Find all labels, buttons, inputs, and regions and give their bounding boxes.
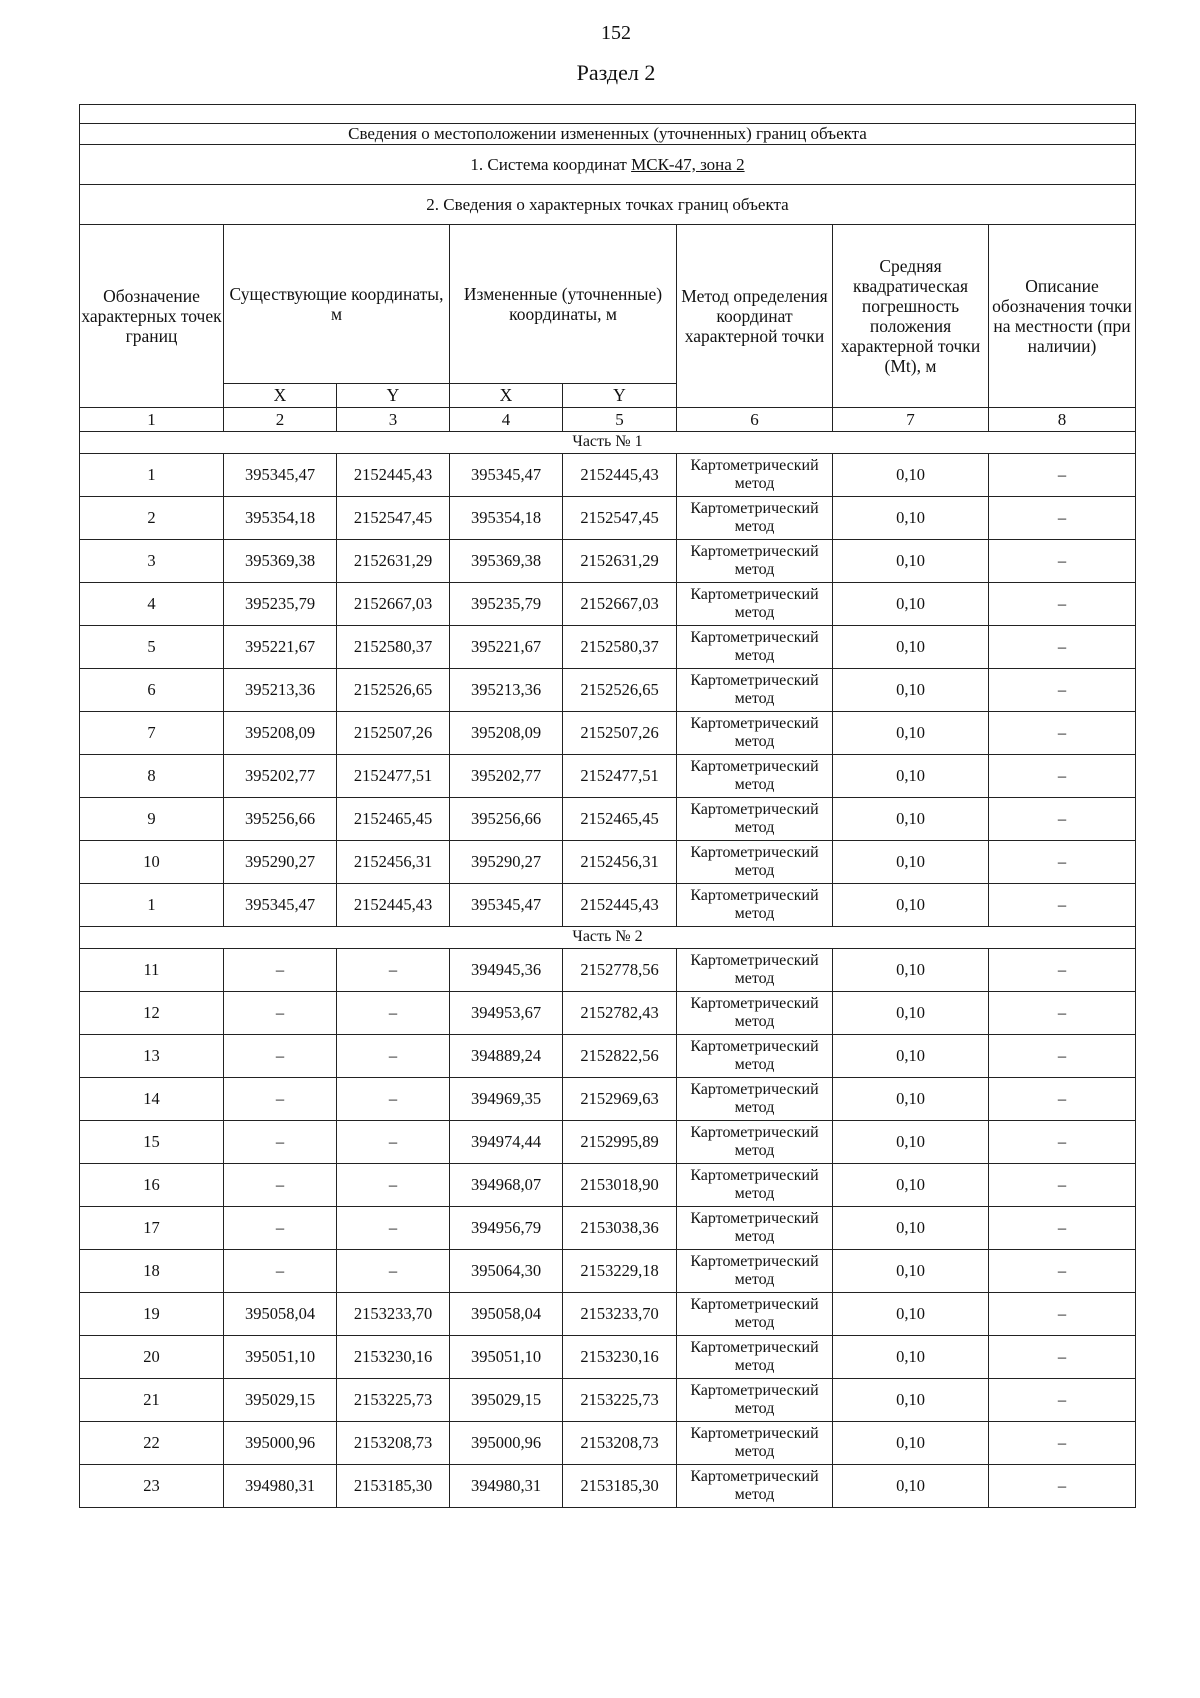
existing-y-cell: 2152445,43 [337, 454, 450, 497]
existing-y-cell: – [337, 1207, 450, 1250]
error-mt-cell: 0,10 [833, 949, 989, 992]
method-cell: Картометрический метод [677, 798, 833, 841]
column-number: 8 [989, 408, 1136, 432]
table-row [80, 454, 1136, 497]
existing-y-cell: 2153230,16 [337, 1336, 450, 1379]
existing-x-cell: 395221,67 [224, 626, 337, 669]
existing-y-cell: 2152445,43 [337, 884, 450, 927]
existing-x-cell: 395354,18 [224, 497, 337, 540]
point-id-cell: 22 [80, 1422, 224, 1465]
point-id-cell: 7 [80, 712, 224, 755]
table-row [80, 949, 1136, 992]
method-cell: Картометрический метод [677, 1078, 833, 1121]
point-id-cell: 6 [80, 669, 224, 712]
error-mt-cell: 0,10 [833, 798, 989, 841]
method-cell: Картометрический метод [677, 1035, 833, 1078]
changed-x-cell: 394969,35 [450, 1078, 563, 1121]
changed-y-cell: 2152995,89 [563, 1121, 677, 1164]
table-row [80, 992, 1136, 1035]
error-mt-cell: 0,10 [833, 1078, 989, 1121]
description-cell: – [989, 1379, 1136, 1422]
changed-y-cell: 2152822,56 [563, 1035, 677, 1078]
existing-x-cell: 395000,96 [224, 1422, 337, 1465]
description-cell: – [989, 1078, 1136, 1121]
point-id-cell: 1 [80, 884, 224, 927]
error-mt-cell: 0,10 [833, 1293, 989, 1336]
section-title: Раздел 2 [576, 60, 656, 85]
changed-x-cell: 395369,38 [450, 540, 563, 583]
part-label: Часть № 2 [80, 927, 1136, 949]
existing-x-cell: 395213,36 [224, 669, 337, 712]
error-mt-cell: 0,10 [833, 755, 989, 798]
changed-x-cell: 394956,79 [450, 1207, 563, 1250]
changed-x-cell: 394945,36 [450, 949, 563, 992]
column-number: 4 [450, 408, 563, 432]
coord-system [80, 145, 1136, 185]
table-row [80, 1379, 1136, 1422]
point-id-cell: 3 [80, 540, 224, 583]
error-mt-cell: 0,10 [833, 1250, 989, 1293]
existing-y-cell: 2152580,37 [337, 626, 450, 669]
column-numbers-row [80, 408, 1136, 432]
table-row [80, 1164, 1136, 1207]
changed-x-cell: 394953,67 [450, 992, 563, 1035]
point-id-cell: 1 [80, 454, 224, 497]
changed-y-cell: 2152526,65 [563, 669, 677, 712]
method-cell: Картометрический метод [677, 712, 833, 755]
method-cell: Картометрический метод [677, 992, 833, 1035]
table-row [80, 1207, 1136, 1250]
existing-x-cell: 395290,27 [224, 841, 337, 884]
changed-x-cell: 395000,96 [450, 1422, 563, 1465]
description-cell: – [989, 712, 1136, 755]
table-row [80, 1422, 1136, 1465]
existing-x-cell: – [224, 992, 337, 1035]
table-row [80, 1078, 1136, 1121]
point-id-cell: 17 [80, 1207, 224, 1250]
description-cell: – [989, 626, 1136, 669]
changed-y-cell: 2152445,43 [563, 454, 677, 497]
existing-x-cell: – [224, 1207, 337, 1250]
column-number: 1 [80, 408, 224, 432]
column-number: 3 [337, 408, 450, 432]
error-mt-cell: 0,10 [833, 884, 989, 927]
changed-x-cell: 395051,10 [450, 1336, 563, 1379]
error-mt-cell: 0,10 [833, 626, 989, 669]
description-cell: – [989, 669, 1136, 712]
coord-system-value: МСК-47, зона 2 [631, 154, 745, 174]
method-cell: Картометрический метод [677, 1336, 833, 1379]
part-row [80, 432, 1136, 454]
method-cell: Картометрический метод [677, 1164, 833, 1207]
description-cell: – [989, 1336, 1136, 1379]
existing-x-cell: 395202,77 [224, 755, 337, 798]
table-row [80, 1035, 1136, 1078]
changed-x-cell: 395235,79 [450, 583, 563, 626]
changed-y-cell: 2152507,26 [563, 712, 677, 755]
header-changed-x: X [450, 384, 563, 408]
error-mt-cell: 0,10 [833, 454, 989, 497]
description-cell: – [989, 755, 1136, 798]
point-id-cell: 4 [80, 583, 224, 626]
changed-x-cell: 395345,47 [450, 884, 563, 927]
table-title-row [80, 124, 1136, 145]
method-cell: Картометрический метод [677, 454, 833, 497]
header-method: Метод определения координат характерной точки [677, 225, 833, 408]
existing-x-cell: 395345,47 [224, 454, 337, 497]
part-label: Часть № 1 [80, 432, 1136, 454]
changed-x-cell: 395221,67 [450, 626, 563, 669]
existing-y-cell: 2152526,65 [337, 669, 450, 712]
changed-x-cell: 395290,27 [450, 841, 563, 884]
changed-x-cell: 395202,77 [450, 755, 563, 798]
existing-x-cell: 395369,38 [224, 540, 337, 583]
existing-y-cell: 2152631,29 [337, 540, 450, 583]
existing-y-cell: – [337, 992, 450, 1035]
changed-x-cell: 395256,66 [450, 798, 563, 841]
error-mt-cell: 0,10 [833, 669, 989, 712]
header-changed-y: Y [563, 384, 677, 408]
header-changed: Измененные (уточненные) координаты, м [450, 225, 677, 384]
changed-x-cell: 395208,09 [450, 712, 563, 755]
table-row [80, 1465, 1136, 1508]
method-cell: Картометрический метод [677, 755, 833, 798]
changed-y-cell: 2153230,16 [563, 1336, 677, 1379]
table-row [80, 798, 1136, 841]
point-id-cell: 11 [80, 949, 224, 992]
part-row [80, 927, 1136, 949]
description-cell: – [989, 884, 1136, 927]
method-cell: Картометрический метод [677, 540, 833, 583]
method-cell: Картометрический метод [677, 626, 833, 669]
table-row [80, 841, 1136, 884]
table-row [80, 884, 1136, 927]
description-cell: – [989, 454, 1136, 497]
points-info-row [80, 185, 1136, 225]
method-cell: Картометрический метод [677, 1379, 833, 1422]
method-cell: Картометрический метод [677, 1121, 833, 1164]
method-cell: Картометрический метод [677, 1250, 833, 1293]
point-id-cell: 2 [80, 497, 224, 540]
existing-y-cell: 2153225,73 [337, 1379, 450, 1422]
boundary-points-table [79, 104, 1136, 1508]
existing-x-cell: – [224, 1250, 337, 1293]
coord-system-row [80, 145, 1136, 185]
changed-y-cell: 2153229,18 [563, 1250, 677, 1293]
changed-y-cell: 2152445,43 [563, 884, 677, 927]
point-id-cell: 13 [80, 1035, 224, 1078]
existing-y-cell: 2153185,30 [337, 1465, 450, 1508]
changed-y-cell: 2153208,73 [563, 1422, 677, 1465]
point-id-cell: 16 [80, 1164, 224, 1207]
error-mt-cell: 0,10 [833, 1379, 989, 1422]
existing-x-cell: – [224, 1164, 337, 1207]
point-id-cell: 12 [80, 992, 224, 1035]
method-cell: Картометрический метод [677, 583, 833, 626]
error-mt-cell: 0,10 [833, 1422, 989, 1465]
existing-y-cell: 2153208,73 [337, 1422, 450, 1465]
existing-x-cell: 395058,04 [224, 1293, 337, 1336]
description-cell: – [989, 1164, 1136, 1207]
column-number: 6 [677, 408, 833, 432]
table-row [80, 1336, 1136, 1379]
changed-x-cell: 395213,36 [450, 669, 563, 712]
coord-system-prefix: 1. Система координат [470, 154, 632, 174]
point-id-cell: 9 [80, 798, 224, 841]
changed-y-cell: 2152631,29 [563, 540, 677, 583]
error-mt-cell: 0,10 [833, 712, 989, 755]
changed-x-cell: 395345,47 [450, 454, 563, 497]
existing-y-cell: 2153233,70 [337, 1293, 450, 1336]
changed-x-cell: 395064,30 [450, 1250, 563, 1293]
table-row [80, 712, 1136, 755]
description-cell: – [989, 949, 1136, 992]
changed-y-cell: 2153185,30 [563, 1465, 677, 1508]
method-cell: Картометрический метод [677, 1207, 833, 1250]
method-cell: Картометрический метод [677, 1293, 833, 1336]
description-cell: – [989, 1465, 1136, 1508]
changed-x-cell: 394968,07 [450, 1164, 563, 1207]
changed-y-cell: 2152547,45 [563, 497, 677, 540]
existing-x-cell: 395345,47 [224, 884, 337, 927]
error-mt-cell: 0,10 [833, 1465, 989, 1508]
header-designation: Обозначение характерных точек границ [80, 225, 224, 408]
changed-x-cell: 395354,18 [450, 497, 563, 540]
changed-y-cell: 2153225,73 [563, 1379, 677, 1422]
description-cell: – [989, 540, 1136, 583]
error-mt-cell: 0,10 [833, 841, 989, 884]
description-cell: – [989, 798, 1136, 841]
existing-x-cell: – [224, 949, 337, 992]
table-row [80, 755, 1136, 798]
error-mt-cell: 0,10 [833, 1336, 989, 1379]
header-description: Описание обозначения точки на местности (при наличии) [989, 225, 1136, 408]
error-mt-cell: 0,10 [833, 1035, 989, 1078]
existing-y-cell: – [337, 1121, 450, 1164]
existing-y-cell: 2152667,03 [337, 583, 450, 626]
column-number: 5 [563, 408, 677, 432]
changed-y-cell: 2152778,56 [563, 949, 677, 992]
changed-y-cell: 2153233,70 [563, 1293, 677, 1336]
description-cell: – [989, 841, 1136, 884]
changed-y-cell: 2152477,51 [563, 755, 677, 798]
table-title: Сведения о местоположении измененных (уточненных) границ объекта [80, 124, 1136, 145]
description-cell: – [989, 583, 1136, 626]
changed-y-cell: 2152782,43 [563, 992, 677, 1035]
method-cell: Картометрический метод [677, 669, 833, 712]
header-existing-x: X [224, 384, 337, 408]
error-mt-cell: 0,10 [833, 1164, 989, 1207]
method-cell: Картометрический метод [677, 841, 833, 884]
existing-x-cell: 395235,79 [224, 583, 337, 626]
changed-x-cell: 395058,04 [450, 1293, 563, 1336]
point-id-cell: 5 [80, 626, 224, 669]
existing-x-cell: 394980,31 [224, 1465, 337, 1508]
description-cell: – [989, 992, 1136, 1035]
description-cell: – [989, 1422, 1136, 1465]
point-id-cell: 10 [80, 841, 224, 884]
table-row [80, 1250, 1136, 1293]
method-cell: Картометрический метод [677, 1422, 833, 1465]
changed-y-cell: 2152580,37 [563, 626, 677, 669]
error-mt-cell: 0,10 [833, 992, 989, 1035]
changed-y-cell: 2152456,31 [563, 841, 677, 884]
existing-y-cell: – [337, 1250, 450, 1293]
existing-x-cell: 395208,09 [224, 712, 337, 755]
existing-y-cell: – [337, 1078, 450, 1121]
table-row [80, 540, 1136, 583]
existing-x-cell: – [224, 1078, 337, 1121]
existing-y-cell: 2152477,51 [337, 755, 450, 798]
header-existing-y: Y [337, 384, 450, 408]
point-id-cell: 14 [80, 1078, 224, 1121]
table-row [80, 497, 1136, 540]
existing-y-cell: – [337, 1035, 450, 1078]
point-id-cell: 21 [80, 1379, 224, 1422]
description-cell: – [989, 1207, 1136, 1250]
existing-x-cell: 395051,10 [224, 1336, 337, 1379]
changed-y-cell: 2152969,63 [563, 1078, 677, 1121]
table-row [80, 1121, 1136, 1164]
error-mt-cell: 0,10 [833, 1121, 989, 1164]
existing-x-cell: – [224, 1035, 337, 1078]
changed-y-cell: 2152667,03 [563, 583, 677, 626]
existing-y-cell: 2152507,26 [337, 712, 450, 755]
description-cell: – [989, 1121, 1136, 1164]
points-info: 2. Сведения о характерных точках границ объекта [80, 185, 1136, 225]
existing-x-cell: 395029,15 [224, 1379, 337, 1422]
point-id-cell: 23 [80, 1465, 224, 1508]
existing-x-cell: – [224, 1121, 337, 1164]
error-mt-cell: 0,10 [833, 1207, 989, 1250]
changed-x-cell: 394889,24 [450, 1035, 563, 1078]
table-row [80, 626, 1136, 669]
changed-x-cell: 394980,31 [450, 1465, 563, 1508]
description-cell: – [989, 1293, 1136, 1336]
header-existing: Существующие координаты, м [224, 225, 450, 384]
existing-y-cell: 2152547,45 [337, 497, 450, 540]
column-number: 7 [833, 408, 989, 432]
error-mt-cell: 0,10 [833, 497, 989, 540]
table-top-spacer [80, 105, 1136, 124]
changed-x-cell: 395029,15 [450, 1379, 563, 1422]
changed-x-cell: 394974,44 [450, 1121, 563, 1164]
method-cell: Картометрический метод [677, 1465, 833, 1508]
column-number: 2 [224, 408, 337, 432]
method-cell: Картометрический метод [677, 949, 833, 992]
header-error: Средняя квадратическая погрешность положения характерной точки (Mt), м [833, 225, 989, 408]
method-cell: Картометрический метод [677, 884, 833, 927]
description-cell: – [989, 497, 1136, 540]
existing-x-cell: 395256,66 [224, 798, 337, 841]
table-row [80, 583, 1136, 626]
point-id-cell: 15 [80, 1121, 224, 1164]
error-mt-cell: 0,10 [833, 583, 989, 626]
error-mt-cell: 0,10 [833, 540, 989, 583]
description-cell: – [989, 1035, 1136, 1078]
changed-y-cell: 2153018,90 [563, 1164, 677, 1207]
table-row [80, 669, 1136, 712]
changed-y-cell: 2152465,45 [563, 798, 677, 841]
description-cell: – [989, 1250, 1136, 1293]
point-id-cell: 18 [80, 1250, 224, 1293]
header-row [80, 225, 1136, 384]
point-id-cell: 19 [80, 1293, 224, 1336]
point-id-cell: 20 [80, 1336, 224, 1379]
table-row [80, 1293, 1136, 1336]
existing-y-cell: – [337, 949, 450, 992]
page-number: 152 [601, 22, 631, 44]
existing-y-cell: 2152456,31 [337, 841, 450, 884]
existing-y-cell: 2152465,45 [337, 798, 450, 841]
changed-y-cell: 2153038,36 [563, 1207, 677, 1250]
method-cell: Картометрический метод [677, 497, 833, 540]
point-id-cell: 8 [80, 755, 224, 798]
existing-y-cell: – [337, 1164, 450, 1207]
